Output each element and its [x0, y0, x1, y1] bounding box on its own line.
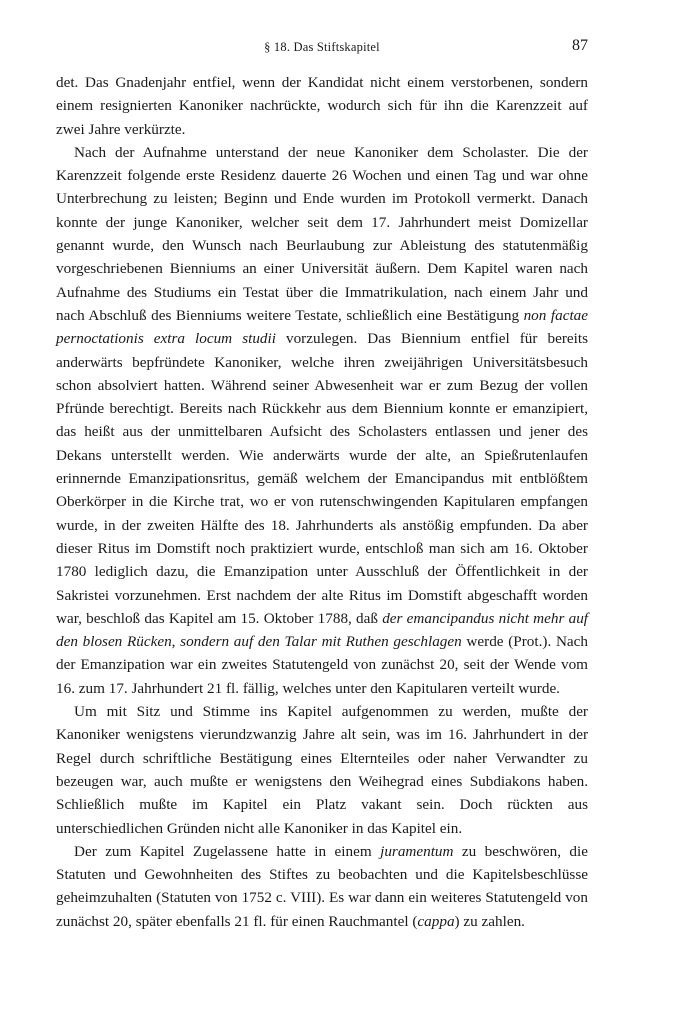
paragraph-4 — [56, 840, 588, 933]
text-run: Der zum Kapitel Zugelassene hatte in einem — [74, 842, 381, 860]
body-text — [56, 71, 588, 933]
text-run: det. Das Gnadenjahr entfiel, wenn der Kandidat nicht einem verstorbenen, sondern einem resignierten Kanoniker nachrückte, wodurch sich für ihn die Karenzzeit auf zwei Jahre verkürzte. — [56, 74, 588, 138]
running-head: § 18. Das Stiftskapitel — [264, 40, 380, 54]
text-run: werde (Prot.). Nach der Emanzipation war ein zweites Statutengeld von zunächst 20, seit der Wende vom 16. zum 17. Jahrhundert 21 fl. fällig, welches unter den Kapitularen verteilt wurde. — [56, 633, 588, 697]
text-run: Um mit Sitz und Stimme ins Kapitel aufgenommen zu werden, mußte der Kanoniker wenigstens vierundzwanzig Jahre alt sein, was im 16. Jahrhundert in der Regel durch schriftliche Bestätigung eines Elternteiles oder naher Verwandter zu bezeugen war, auch mußte er wenigstens den Weihegrad eines Subdiakons haben. Schließlich mußte im Kapitel ein Platz vakant sein. Doch rückten aus unterschiedlichen Gründen nicht alle Kanoniker in das Kapitel ein. — [56, 703, 588, 837]
quotation: der emancipandus nicht mehr auf den blosen Rücken, sondern auf den Talar mit Ruthen geschlagen — [56, 609, 589, 651]
paragraph-1 — [56, 71, 588, 141]
paragraph-2 — [56, 141, 588, 700]
text-run: vorzulegen. Das Biennium entfiel für bereits anderwärts bepfründete Kanoniker, welche ihren zweijährigen Universitätsbesuch schon absolviert hatten. Während seiner Abwesenheit war er zum Bezug der vollen Pfründe berechtigt. Bereits nach Rückkehr aus dem Biennium konnte er emanzipiert, das heißt aus der unmittelbaren Aufsicht des Scholasters entlassen und jener des Dekans unterstellt werden. Wie anderwärts wurde der alte, an Spießrutenlaufen erinnernde Emanzipationsritus, gemäß welchem der Emancipandus mit entblößtem Oberkörper in die Kirche trat, wo er von rutenschwingenden Kapitularen empfangen wurde, in der zweiten Hälfte des 18. Jahrhunderts als anstößig empfunden. Da aber dieser Ritus im Domstift noch praktiziert wurde, entschloß man sich am 16. Oktober 1780 lediglich dazu, die Emanzipation unter Ausschluß der Öffentlichkeit in der Sakristei vorzunehmen. Erst nachdem der alte Ritus im Domstift abgeschafft worden war, beschloß das Kapitel am 15. Oktober 1788, daß — [56, 330, 588, 627]
paragraph-3 — [56, 700, 588, 840]
latin-phrase: non factae pernoctationis extra locum studii — [56, 306, 589, 348]
text-run: Nach der Aufnahme unterstand der neue Kanoniker dem Scholaster. Die der Karenzzeit folgende erste Residenz dauerte 26 Wochen und einen Tag und war ohne Unterbrechung zu leisten; Beginn und Ende wurden im Protokoll vermerkt. Danach konnte der junge Kanoniker, welcher seit dem 17. Jahrhundert meist Domizellar genannt wurde, den Wunsch nach Beurlaubung zur Ableistung des statutenmäßig vorgeschriebenen Bienniums an einer Universität äußern. Dem Kapitel waren nach Aufnahme des Studiums ein Testat über die Immatrikulation, nach einem Jahr und nach Abschluß des Bienniums weitere Testate, schließlich eine Bestätigung — [56, 143, 588, 324]
page-header — [56, 37, 588, 62]
page-number: 87 — [572, 37, 588, 54]
text-run: zu beschwören, die Statuten und Gewohnheiten des Stiftes zu beobachten und die Kapitelsbeschlüsse geheimzuhalten (Statuten von 1752 c. VIII). Es war dann ein weiteres Statutengeld von zunächst 20, später ebenfalls 21 fl. für einen Rauchmantel ( — [56, 842, 588, 930]
latin-term: juramentum — [380, 842, 454, 860]
text-run: ) zu zahlen. — [454, 912, 525, 930]
latin-term: cappa — [417, 912, 455, 930]
